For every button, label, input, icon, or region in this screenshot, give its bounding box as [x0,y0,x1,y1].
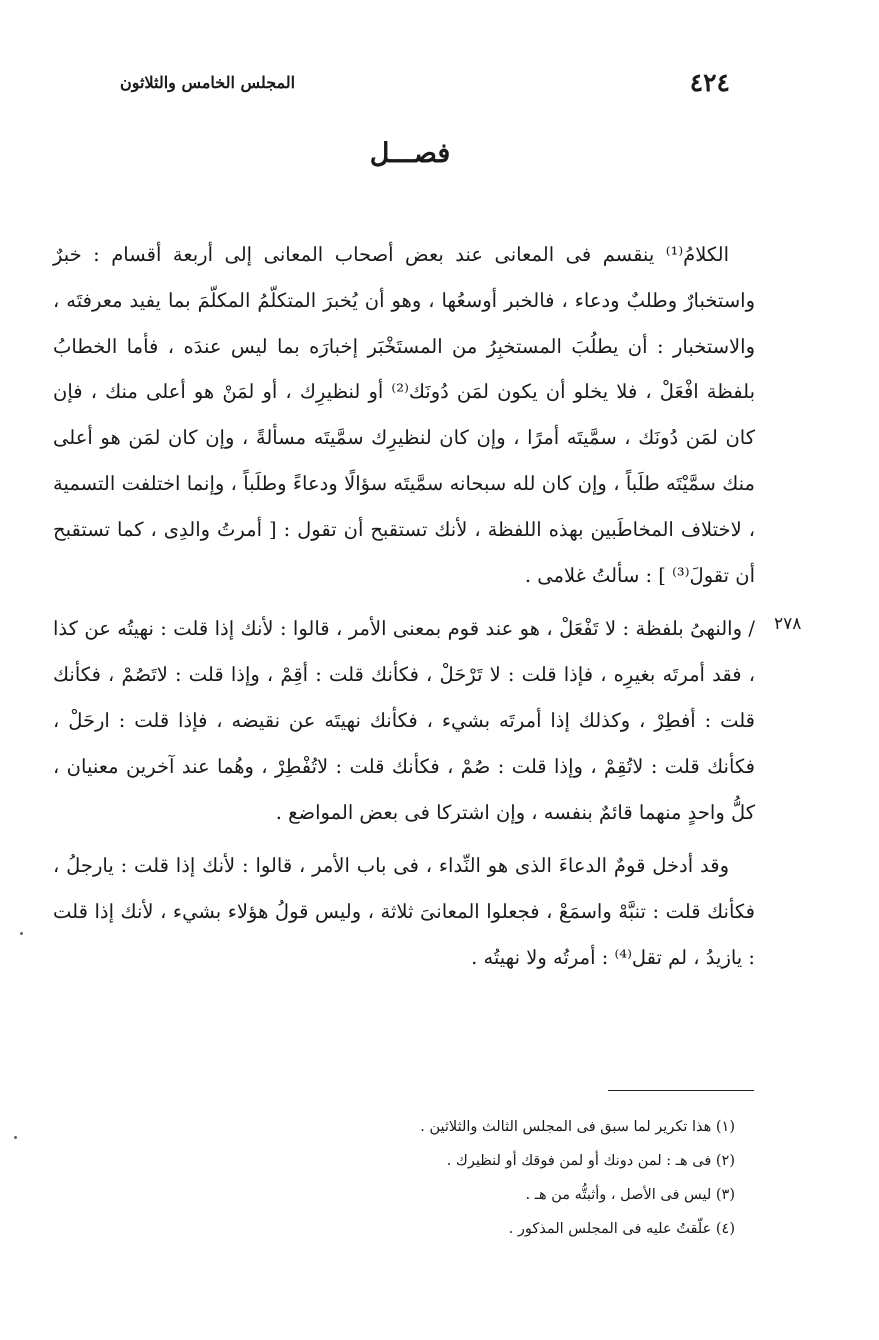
paragraph-2: / والنهىُ بلفظة : لا تَفْعَلْ ، هو عند قوم بمعنى الأمر ، قالوا : لأنك إذا قلت : نهيتُه عن كذا ، فقد أمرتَه بغيرِه ، فإذا قلت : لا تَرْحَلْ ، فكأنك قلت : أقِمْ ، وإذا قلت : لاتَصُمْ ، فكأنك قلت : أفطِرْ ، وكذلك إذا أمرتَه بشيء ، فكأنك نهيتَه عن نقيضه ، فإذا قلت : ارحَلْ ، فكأنك قلت : لاتُقِمْ ، وإذا قلت : صُمْ ، فكأنك قلت : لاتُفْطِرْ ، وهُما عند آخرين معنيان ، كلُّ واحدٍ منهما قائمٌ بنفسه ، وإن اشتركا فى بعض المواضع . [53,617,755,824]
scan-speck [14,1136,17,1139]
footnote-item: (٢) فى هـ : لمن دونك أو لمن فوقك أو لنظيرك . [446,1153,735,1169]
footnote-item: (١) هذا تكرير لما سبق فى المجلس الثالث والثلاثين . [420,1119,735,1135]
running-title: المجلس الخامس والثلاثون [120,72,296,92]
page-number: ٤٢٤ [689,67,730,97]
section-title: فصـــل [369,138,451,169]
footnote-divider [608,1090,754,1091]
footnote-item: (٣) ليس فى الأصل ، وأثبتُّه من هـ . [525,1187,735,1203]
main-text [53,232,755,981]
paragraph-1: الكلامُ⁽¹⁾ ينقسم فى المعانى عند بعض أصحاب المعانى إلى أربعة أقسام : خبرٌ واستخبارٌ وطلبٌ ودعاء ، فالخبر أوسعُها ، وهو أن يُخبرَ المتكلّمُ المكلّمَ بما يفيد معرفتَه ، والاستخبار : أن يطلُبَ المستخبِرُ من المستَخْبَر إخبارَه بما ليس عندَه ، فأما الخطابُ بلفظة افْعَلْ ، فلا يخلو أن يكون لمَن دُونَك⁽²⁾ أو لنظيرِك ، أو لمَنْ هو أعلى منك ، فإن كان لمَن دُونَك ، سمَّيتَه أمرًا ، وإن كان لنظيرِك سمَّيتَه مسألةً ، وإن كان لمَن هو أعلى منك سمَّيْتَه طلَباً ، وإن كان لله سبحانه سمَّيتَه سؤالًا ودعاءً وطلَباً ، وإنما اختلفت التسمية ، لاختلاف المخاطَبين بهذه اللفظة ، لأنك تستقبح أن تقول : [ أمرتُ والدِى ، كما تستقبح أن تقولَ⁽³⁾ ] : سألتُ غلامى . [53,243,756,587]
running-header [50,62,730,102]
footnotes [95,1110,735,1246]
footnote-item: (٤) علّقتُ عليه فى المجلس المذكور . [508,1221,735,1237]
margin-page-number: ٢٧٨ [774,614,802,634]
paragraph-3: وقد أدخل قومٌ الدعاءَ الذى هو النِّداء ، فى باب الأمر ، قالوا : لأنك إذا قلت : يارجلُ ، فكأنك قلت : تنبَّهْ واسمَعْ ، فجعلوا المعانىَ ثلاثة ، وليس قولُ هؤلاء بشيء ، لأنك إذا قلت : يازيدُ ، لم تقل⁽⁴⁾ : أمرتُه ولا نهيتُه . [53,854,755,969]
scan-speck [20,932,23,935]
